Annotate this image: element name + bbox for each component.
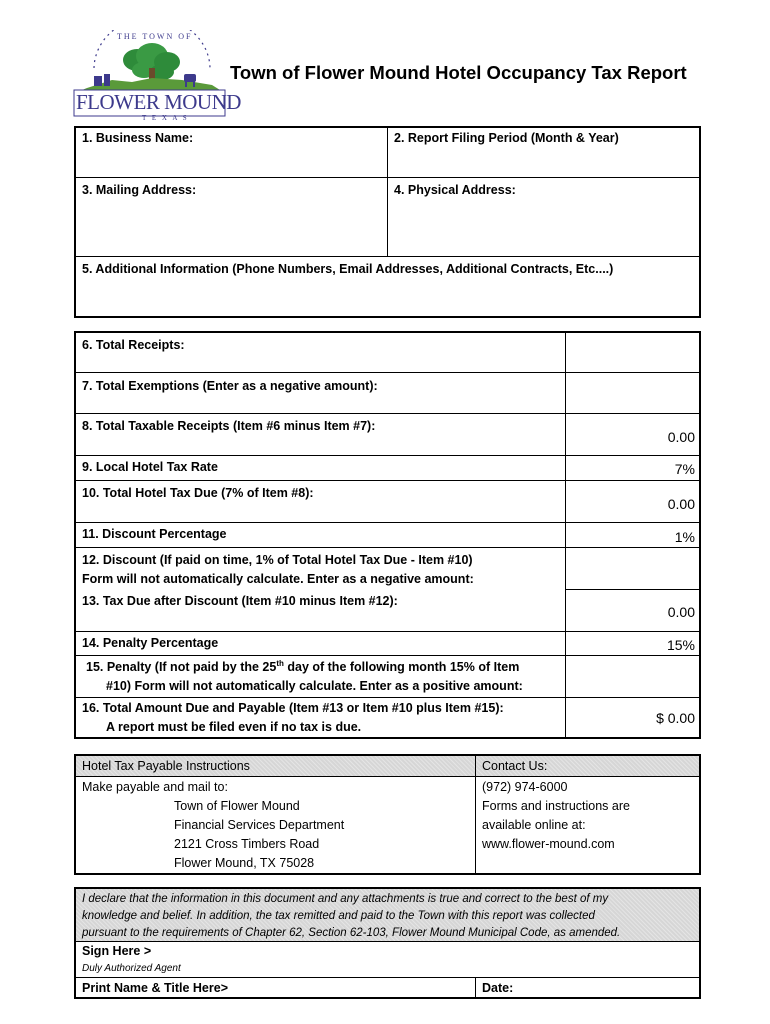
total-exemptions-input[interactable] bbox=[567, 374, 699, 412]
tax-due-after-discount-value[interactable]: 0.00 bbox=[667, 604, 695, 620]
discount-percentage-value: 1% bbox=[674, 529, 695, 545]
item-11-label: 11. Discount Percentage bbox=[82, 527, 227, 541]
print-name-field[interactable] bbox=[250, 979, 473, 998]
tax-rate-value: 7% bbox=[674, 461, 695, 477]
physical-address-label: 4. Physical Address: bbox=[394, 183, 516, 197]
mail-address-line3: 2121 Cross Timbers Road bbox=[174, 837, 320, 851]
item-13-label: 13. Tax Due after Discount (Item #10 minus Item #12): bbox=[82, 594, 398, 608]
item-14-label: 14. Penalty Percentage bbox=[82, 636, 219, 650]
sign-here-label: Sign Here > bbox=[82, 944, 152, 958]
item-7-label: 7. Total Exemptions (Enter as a negative amount): bbox=[82, 379, 378, 393]
penalty-percentage-value: 15% bbox=[666, 637, 695, 653]
discount-input[interactable] bbox=[567, 549, 699, 588]
make-payable-text: Make payable and mail to: bbox=[82, 780, 228, 794]
business-name-label: 1. Business Name: bbox=[82, 131, 194, 145]
website-link[interactable]: www.flower-mound.com bbox=[482, 837, 615, 851]
item-12-label-line1: 12. Discount (If paid on time, 1% of Total Hotel Tax Due - Item #10) bbox=[82, 553, 473, 567]
item-12-label-line2: Form will not automatically calculate. Enter as a negative amount: bbox=[82, 572, 474, 586]
mailing-address-label: 3. Mailing Address: bbox=[82, 183, 197, 197]
hotel-tax-due-value[interactable]: 0.00 bbox=[667, 496, 695, 512]
date-label: Date: bbox=[482, 981, 514, 995]
item-15-label-line1: 15. Penalty (If not paid by the 25th day of the following month 15% of Item bbox=[86, 659, 520, 675]
item-16-label-line1: 16. Total Amount Due and Payable (Item #13 or Item #10 plus Item #15): bbox=[82, 701, 504, 715]
print-name-label: Print Name & Title Here> bbox=[82, 981, 229, 995]
item-15-label-line2: #10) Form will not automatically calculate. Enter as a positive amount: bbox=[106, 679, 523, 693]
business-name-field[interactable] bbox=[76, 148, 385, 176]
mail-address-line1: Town of Flower Mound bbox=[174, 799, 300, 813]
item-10-label: 10. Total Hotel Tax Due (7% of Item #8): bbox=[82, 486, 314, 500]
forms-text-line1: Forms and instructions are bbox=[482, 799, 630, 813]
instructions-heading: Hotel Tax Payable Instructions bbox=[82, 759, 250, 773]
logo-bottom-text: T E X A S bbox=[142, 114, 189, 122]
mail-address-line2: Financial Services Department bbox=[174, 818, 345, 832]
authorized-agent-label: Duly Authorized Agent bbox=[82, 963, 181, 974]
town-logo bbox=[72, 30, 241, 125]
contact-phone: (972) 974-6000 bbox=[482, 780, 568, 794]
contact-heading: Contact Us: bbox=[482, 759, 548, 773]
date-field[interactable] bbox=[525, 979, 699, 998]
item-16-label-line2: A report must be filed even if no tax is due. bbox=[106, 720, 362, 734]
taxable-receipts-value[interactable]: 0.00 bbox=[667, 429, 695, 445]
additional-info-field[interactable] bbox=[76, 280, 699, 316]
declaration-line2: knowledge and belief. In addition, the tax remitted and paid to the Town with this report was collected bbox=[82, 910, 595, 922]
declaration-line1: I declare that the information in this document and any attachments is true and correct to the best of my bbox=[82, 893, 609, 905]
forms-text-line2: available online at: bbox=[482, 818, 586, 832]
logo-top-text: THE TOWN OF bbox=[117, 32, 193, 41]
page-title: Town of Flower Mound Hotel Occupancy Tax Report bbox=[230, 62, 687, 83]
filing-period-label: 2. Report Filing Period (Month & Year) bbox=[394, 131, 619, 145]
item-8-label: 8. Total Taxable Receipts (Item #6 minus Item #7): bbox=[82, 419, 376, 433]
item-9-label: 9. Local Hotel Tax Rate bbox=[82, 460, 218, 474]
mail-address-line4: Flower Mound, TX 75028 bbox=[174, 856, 315, 870]
total-receipts-input[interactable] bbox=[567, 333, 699, 371]
declaration-line3: pursuant to the requirements of Chapter 62, Section 62-103, Flower Mound Municipal Code, as amended. bbox=[82, 927, 621, 939]
filing-period-field[interactable] bbox=[389, 148, 699, 176]
additional-info-label: 5. Additional Information (Phone Numbers, Email Addresses, Additional Contracts, Etc....) bbox=[82, 262, 614, 276]
total-amount-due-value[interactable]: $ 0.00 bbox=[656, 710, 695, 726]
signature-field[interactable] bbox=[180, 943, 698, 976]
mailing-address-field[interactable] bbox=[76, 200, 385, 255]
item-6-label: 6. Total Receipts: bbox=[82, 338, 185, 352]
logo-main-text: FLOWER MOUND bbox=[76, 90, 241, 114]
physical-address-field[interactable] bbox=[389, 200, 699, 255]
penalty-input[interactable] bbox=[567, 657, 699, 696]
